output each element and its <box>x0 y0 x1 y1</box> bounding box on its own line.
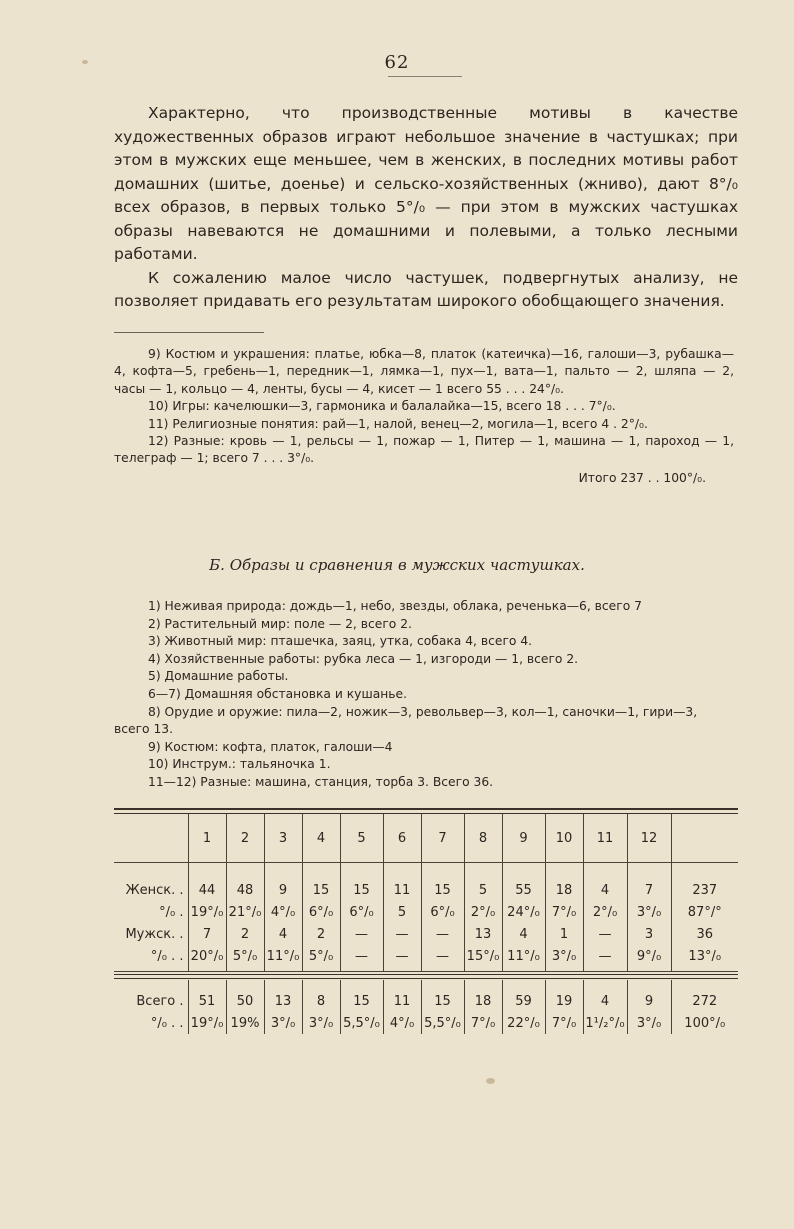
table-cell: — <box>421 923 464 945</box>
row-label: °/₀ . <box>159 904 184 920</box>
table-cell: 3°/₀ <box>545 945 583 972</box>
list-item: 4) Хозяйственные работы: рубка леса — 1, изгороди — 1, всего 2. <box>148 651 579 666</box>
table-cell: 11°/₀ <box>264 945 302 972</box>
category-list <box>114 598 734 792</box>
list-item: 2) Растительный мир: поле — 2, всего 2. <box>148 616 412 631</box>
column-header: 8 <box>464 814 502 863</box>
table-cell: 18 <box>464 980 502 1012</box>
note-item: 10) Игры: качелюшки—3, гармоника и балалайка—15, всего 18 . . . 7°/₀. <box>148 399 616 414</box>
table-cell: 44 <box>188 869 226 901</box>
column-header: 2 <box>226 814 264 863</box>
double-separator <box>114 974 738 979</box>
table-cell: 21°/₀ <box>226 901 264 923</box>
table-cell: 3°/₀ <box>627 901 671 923</box>
header-corner <box>114 814 188 863</box>
table-cell: 6°/₀ <box>421 901 464 923</box>
column-header: 11 <box>583 814 627 863</box>
table-cell: 59 <box>502 980 545 1012</box>
notes-total: Итого 237 . . 100°/₀. <box>578 470 706 485</box>
page-number-rule <box>388 76 462 77</box>
table-cell: 11°/₀ <box>502 945 545 972</box>
table-cell: 5,5°/₀ <box>421 1012 464 1034</box>
table-cell: 3°/₀ <box>302 1012 340 1034</box>
table-cell: 51 <box>188 980 226 1012</box>
table-cell: 50 <box>226 980 264 1012</box>
table-cell: 13°/₀ <box>671 945 738 972</box>
table-cell: 15 <box>421 869 464 901</box>
table-cell: — <box>340 945 383 972</box>
row-label: °/₀ . . <box>150 1015 184 1031</box>
column-header: 1 <box>188 814 226 863</box>
table-cell: 272 <box>671 980 738 1012</box>
table-cell: 11 <box>383 869 421 901</box>
table-cell: — <box>340 923 383 945</box>
table-cell: 7°/₀ <box>464 1012 502 1034</box>
table-cell: 19 <box>545 980 583 1012</box>
table-cell: 18 <box>545 869 583 901</box>
table-cell: 55 <box>502 869 545 901</box>
table-cell: 24°/₀ <box>502 901 545 923</box>
table-cell: — <box>583 923 627 945</box>
row-label: Всего . <box>136 993 184 1009</box>
table-cell: 2 <box>302 923 340 945</box>
column-header: 6 <box>383 814 421 863</box>
list-item: 8) Орудие и оружие: пила—2, ножик—3, револьвер—3, кол—1, саночки—1, гири—3, всего 13. <box>114 704 698 737</box>
table-cell: 11 <box>383 980 421 1012</box>
table-cell: 6°/₀ <box>302 901 340 923</box>
table-row <box>114 923 738 945</box>
column-header: 9 <box>502 814 545 863</box>
table-cell: 8 <box>302 980 340 1012</box>
table-cell: 15 <box>302 869 340 901</box>
table-cell: 7 <box>188 923 226 945</box>
table-cell: 2°/₀ <box>464 901 502 923</box>
table-cell: 5 <box>464 869 502 901</box>
body-text <box>114 102 738 314</box>
table-cell: 36 <box>671 923 738 945</box>
table-cell: 5°/₀ <box>226 945 264 972</box>
row-label: Женск. . <box>125 882 184 898</box>
page-number: 62 <box>384 52 410 73</box>
table-cell: 3°/₀ <box>627 1012 671 1034</box>
table-cell: 19°/₀ <box>188 901 226 923</box>
list-item: 9) Костюм: кофта, платок, галоши—4 <box>148 739 393 754</box>
table-cell: 87°/° <box>671 901 738 923</box>
note-item: 9) Костюм и украшения: платье, юбка—8, платок (катеичка)—16, галоши—3, рубашка—4, кофта—5, гребень—1, передник—1, лямка—1, пух—1, вата—1, пальто — 2, шляпа — 2, часы — 1, кольцо — 4, ленты, бусы — 4, кисет — 1 всего 55 . . . 24°/₀. <box>114 347 734 396</box>
table-cell: 5,5°/₀ <box>340 1012 383 1034</box>
list-item: 5) Домашние работы. <box>148 669 289 684</box>
category-notes <box>114 346 734 487</box>
table-cell: 19°/₀ <box>188 1012 226 1034</box>
table-cell: 9 <box>264 869 302 901</box>
table-cell: 9°/₀ <box>627 945 671 972</box>
table-cell: 2 <box>226 923 264 945</box>
column-header: 5 <box>340 814 383 863</box>
table-cell: — <box>583 945 627 972</box>
table-cell: 4 <box>583 869 627 901</box>
table-cell: 100°/₀ <box>671 1012 738 1034</box>
table-cell: 48 <box>226 869 264 901</box>
table-cell: 237 <box>671 869 738 901</box>
table-cell: — <box>383 923 421 945</box>
table-cell: 15 <box>340 869 383 901</box>
table-row <box>114 1012 738 1034</box>
table-cell: 7°/₀ <box>545 901 583 923</box>
list-item: 3) Животный мир: пташечка, заяц, утка, собака 4, всего 4. <box>148 634 533 649</box>
table-cell: 4 <box>583 980 627 1012</box>
list-item: 6—7) Домашняя обстановка и кушанье. <box>148 686 407 701</box>
footnote-rule <box>114 332 264 333</box>
double-separator-row <box>114 972 738 981</box>
paragraph: Характерно, что производственные мотивы в качестве художественных образов играют небольшое значение в частушках; при этом в мужских еще меньшее, чем в женских, в последних мотивы работ домашних (шитье, доенье) и сельско-хозяйственных (жниво), дают 8°/₀ всех образов, в первых только 5°/₀ — при этом в мужских частушках образы навеваются не домашними и полевыми, а только лесными работами. <box>114 104 738 263</box>
table-row <box>114 869 738 901</box>
column-header: 4 <box>302 814 340 863</box>
table-row <box>114 901 738 923</box>
table-cell: 1¹/₂°/₀ <box>583 1012 627 1034</box>
table-cell: 4°/₀ <box>264 901 302 923</box>
note-item: 11) Религиозные понятия: рай—1, налой, венец—2, могила—1, всего 4 . 2°/₀. <box>148 416 648 431</box>
table-cell: 4 <box>264 923 302 945</box>
row-label: °/₀ . . <box>114 945 188 972</box>
table-cell: — <box>383 945 421 972</box>
table-cell: 7°/₀ <box>545 1012 583 1034</box>
table-cell: 13 <box>464 923 502 945</box>
note-item: 12) Разные: кровь — 1, рельсы — 1, пожар — 1, Питер — 1, машина — 1, пароход — 1, телеграф — 1; всего 7 . . . 3°/₀. <box>114 434 734 466</box>
table-cell: 22°/₀ <box>502 1012 545 1034</box>
table-row <box>114 945 738 972</box>
table-cell: 19% <box>226 1012 264 1034</box>
column-header: 3 <box>264 814 302 863</box>
table-cell: 15 <box>421 980 464 1012</box>
table-cell: 1 <box>545 923 583 945</box>
column-header: 12 <box>627 814 671 863</box>
paragraph: К сожалению малое число частушек, подвергнутых анализу, не позволяет придавать его результатам широкого обобщающего значения. <box>114 268 738 310</box>
statistics-table <box>114 814 738 1034</box>
table-cell: 2°/₀ <box>583 901 627 923</box>
list-item: 10) Инструм.: тальяночка 1. <box>148 757 331 772</box>
column-header: 10 <box>545 814 583 863</box>
table-header-row <box>114 814 738 863</box>
table-row <box>114 980 738 1012</box>
table-cell: 15°/₀ <box>464 945 502 972</box>
section-heading: Б. Образы и сравнения в мужских частушках. <box>209 556 585 574</box>
column-header: 7 <box>421 814 464 863</box>
table-cell: 5 <box>383 901 421 923</box>
table-cell: 4 <box>502 923 545 945</box>
table-cell: 3 <box>627 923 671 945</box>
row-label: Мужск. . <box>125 926 184 942</box>
table-cell: 15 <box>340 980 383 1012</box>
list-item: 11—12) Разные: машина, станция, торба 3. Всего 36. <box>148 774 494 789</box>
column-header <box>671 814 738 863</box>
table-cell: 6°/₀ <box>340 901 383 923</box>
statistics-table-wrap <box>114 808 738 1034</box>
paper-speck <box>82 60 88 64</box>
table-top-rule <box>114 808 738 810</box>
table-cell: 4°/₀ <box>383 1012 421 1034</box>
table-cell: — <box>421 945 464 972</box>
table-cell: 20°/₀ <box>188 945 226 972</box>
table-cell: 9 <box>627 980 671 1012</box>
list-item: 1) Неживая природа: дождь—1, небо, звезды, облака, реченька—6, всего 7 <box>148 599 642 613</box>
table-cell: 13 <box>264 980 302 1012</box>
table-cell: 3°/₀ <box>264 1012 302 1034</box>
table-cell: 5°/₀ <box>302 945 340 972</box>
table-cell: 7 <box>627 869 671 901</box>
paper-speck <box>486 1078 495 1084</box>
